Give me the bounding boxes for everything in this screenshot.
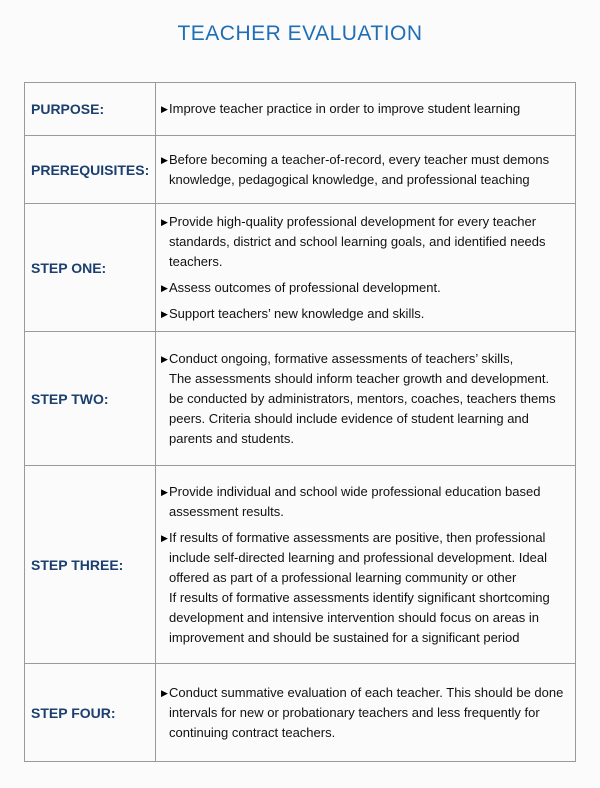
row-label: STEP FOUR: (31, 704, 116, 721)
bullet-item (161, 482, 571, 522)
bullet-text: Provide individual and school wide professional education based assessment results. (169, 483, 541, 519)
row-label: STEP TWO: (31, 390, 109, 407)
row-content-cell (156, 664, 576, 762)
table-row-step-four (25, 664, 576, 762)
bullet-item (161, 99, 571, 119)
bullet-arrow-icon: ▶ (161, 154, 168, 165)
bullet-item (161, 150, 571, 190)
row-label-cell (25, 466, 156, 664)
table-row-prerequisites (25, 136, 576, 204)
bullet-arrow-icon: ▶ (161, 282, 168, 293)
bullet-item (161, 212, 571, 272)
bullet-arrow-icon: ▶ (161, 532, 168, 543)
bullet-text: If results of formative assessments are positive, then professional include self-directed learning and professional development. Ideal offered as part of a professional learning community or other If results of formative assessments identify significant shortcoming development and intensive intervention should focus on areas in improvement and should be sustained for a significant period (169, 529, 550, 645)
bullet-arrow-icon: ▶ (161, 687, 168, 698)
bullet-text: Support teachers’ new knowledge and skills. (169, 305, 425, 321)
row-content-cell (156, 332, 576, 466)
bullet-arrow-icon: ▶ (161, 486, 168, 497)
row-label: STEP ONE: (31, 259, 107, 276)
bullet-item (161, 349, 571, 449)
bullet-arrow-icon: ▶ (161, 104, 168, 114)
row-label: PURPOSE: (31, 101, 105, 117)
row-label-cell (25, 204, 156, 332)
bullet-text: Provide high-quality professional development for every teacher standards, district and school learning goals, and identified needs teachers. (169, 213, 546, 269)
bullet-text: Improve teacher practice in order to improve student learning (169, 101, 521, 116)
row-label-cell (25, 136, 156, 204)
bullet-item (161, 304, 571, 324)
table-row-step-one (25, 204, 576, 332)
row-content-cell (156, 466, 576, 664)
row-content-cell (156, 204, 576, 332)
row-label-cell (25, 83, 156, 136)
row-content-cell (156, 136, 576, 204)
bullet-item (161, 683, 571, 743)
bullet-text: Assess outcomes of professional development. (169, 279, 441, 295)
bullet-text: Before becoming a teacher-of-record, every teacher must demons knowledge, pedagogical knowledge, and professional teaching (169, 151, 550, 187)
evaluation-table (24, 82, 576, 762)
row-label: PREREQUISITES: (31, 161, 150, 178)
bullet-arrow-icon: ▶ (161, 353, 168, 364)
row-label: STEP THREE: (31, 556, 124, 573)
row-content-cell (156, 83, 576, 136)
bullet-item (161, 528, 571, 648)
bullet-text: Conduct ongoing, formative assessments of teachers’ skills, The assessments should inform teacher growth and development. be conducted by administrators, mentors, coaches, teachers thems peers. Criteria should include evidence of student learning and parents and students. (169, 350, 556, 446)
page-title: TEACHER EVALUATION (177, 22, 423, 45)
table-row-purpose (25, 83, 576, 136)
table-row-step-two (25, 332, 576, 466)
bullet-item (161, 278, 571, 298)
table-row-step-three (25, 466, 576, 664)
bullet-arrow-icon: ▶ (161, 308, 168, 319)
row-label-cell (25, 332, 156, 466)
bullet-text: Conduct summative evaluation of each teacher. This should be done intervals for new or probationary teachers and less frequently for continuing contract teachers. (169, 684, 564, 740)
bullet-arrow-icon: ▶ (161, 216, 168, 227)
row-label-cell (25, 664, 156, 762)
